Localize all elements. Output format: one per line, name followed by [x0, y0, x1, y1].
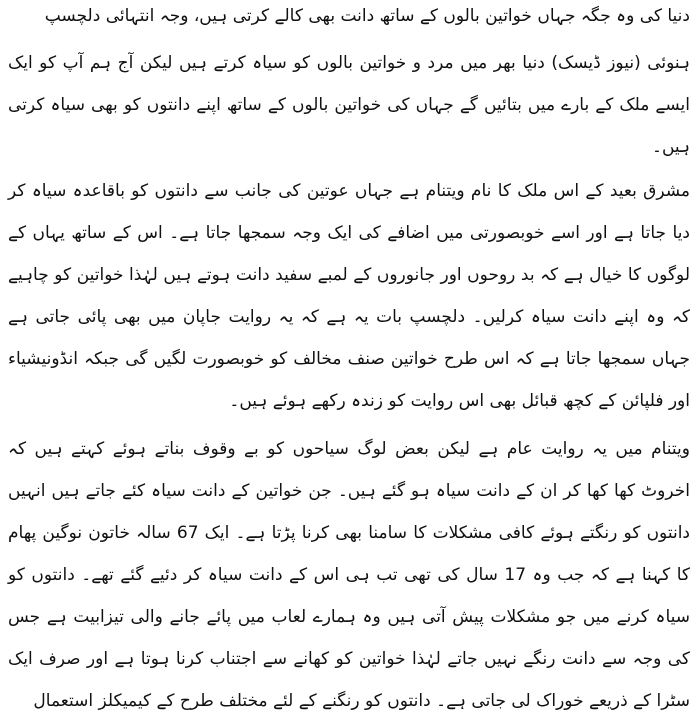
- article-paragraph: ہنوئی (نیوز ڈیسک) دنیا بھر میں مرد و خواتین بالوں کو سیاہ کرتے ہیں لیکن آج ہم آپ کو ایک ایسے ملک کے بارے میں بتائیں گے جہاں کی خواتین بالوں کے ساتھ اپنے دانتوں کو بھی سیاہ کرتی ہیں۔: [8, 53, 690, 157]
- article: [8, 0, 690, 722]
- article-paragraph: مشرق بعید کے اس ملک کا نام ویتنام ہے جہاں عوتین کی جانب سے دانتوں کو باقاعدہ سیاہ کر دیا جاتا ہے اور اسے خوبصورتی میں اضافے کی ایک وجہ سمجھا جاتا ہے۔ اس کے ساتھ یہاں کے لوگوں کا خیال ہے کہ بد روحوں اور جانوروں کے لمبے سفید دانت ہوتے ہیں لہٰذا خواتین کو چاہیے کہ وہ اپنے دانت سیاہ کرلیں۔ دلچسپ بات یہ ہے کہ یہ روایت جاپان میں بھی پائی جاتی ہے جہاں سمجھا جاتا ہے کہ اس طرح خواتین صنف مخالف کو خوبصورت لگیں گی جبکہ انڈونیشیاء اور فلپائن کے کچھ قبائل بھی اس روایت کو زندہ رکھے ہوئے ہیں۔: [8, 181, 690, 411]
- article-headline: دنیا کی وہ جگہ جہاں خواتین بالوں کے ساتھ دانت بھی کالے کرتی ہیں، وجہ انتہائی دلچسپ: [44, 6, 690, 26]
- article-paragraph: ویتنام میں یہ روایت عام ہے لیکن بعض لوگ سیاحوں کو بے وقوف بناتے ہوئے کہتے ہیں کہ اخروٹ کھا کھا کر ان کے دانت سیاہ ہو گئے ہیں۔ جن خواتین کے دانت سیاہ کئے جاتے ہیں انہیں دانتوں کو رنگتے ہوئے کافی مشکلات کا سامنا بھی کرنا پڑتا ہے۔ ایک 67 سالہ خاتون نوگین پھام کا کہنا ہے کہ جب وہ 17 سال کی تھی تب ہی اس کے دانت سیاہ کر دئیے گئے تھے۔ دانتوں کو سیاہ کرنے میں جو مشکلات پیش آتی ہیں وہ ہمارے لعاب میں پائے جانے والی تیزابیت ہے جس کی وجہ سے دانت رنگے نہیں جاتے لہٰذا خواتین کو کھانے سے اجتناب کرنا ہوتا ہے اور صرف ایک سٹرا کے ذریعے خوراک لی جاتی ہے۔ دانتوں کو رنگنے کے لئے مختلف طرح کے کیمیکلز استعمال: [8, 439, 690, 711]
